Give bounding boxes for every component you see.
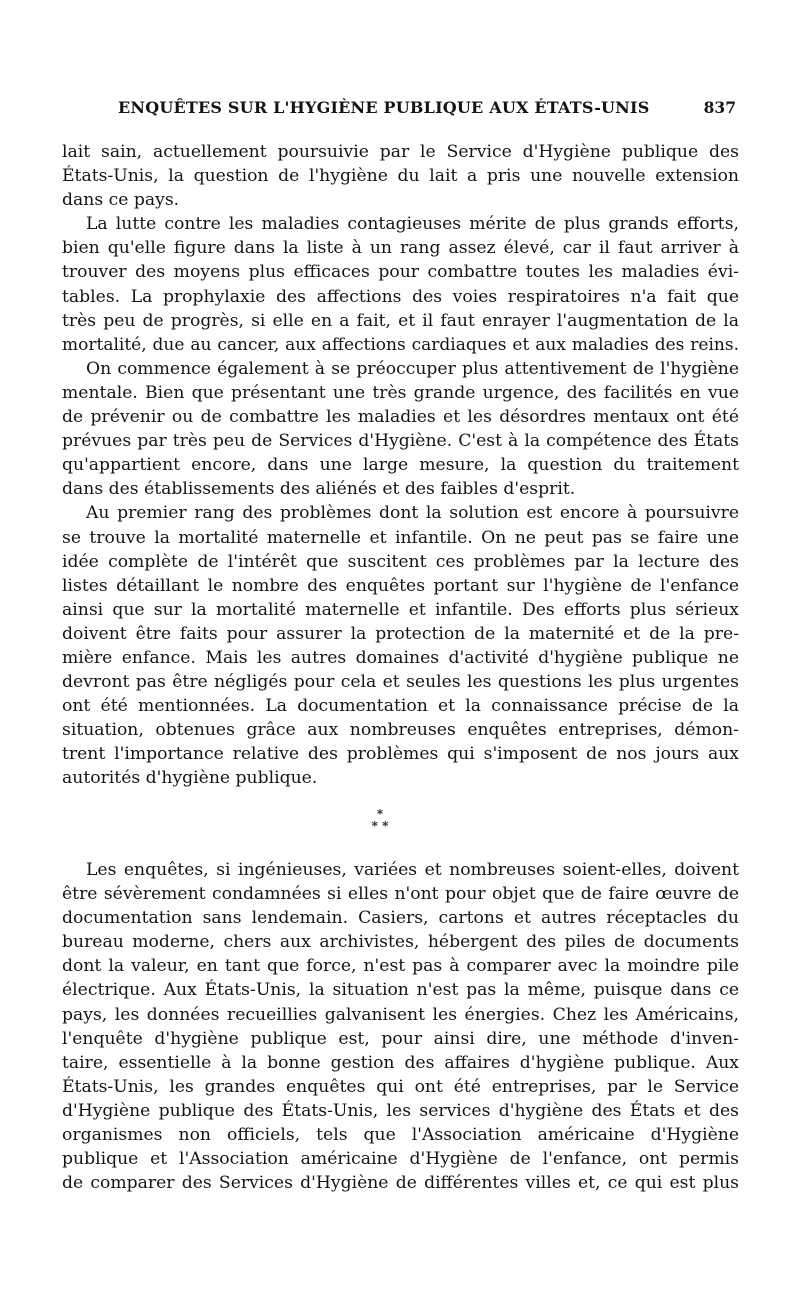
page-number: 837 [703, 98, 736, 117]
text-line: de comparer des Services d'Hygiène de différentes villes et, ce qui est plus [62, 1173, 739, 1194]
asterism-top: * [376, 807, 384, 821]
text-line: mentale. Bien que présentant une très grande urgence, des facilités en vue [62, 382, 739, 403]
text-line: Les enquêtes, si ingénieuses, variées et nombreuses soient-elles, doivent [86, 860, 739, 880]
section-asterism [360, 808, 400, 832]
text-line: qu'appartient encore, dans une large mesure, la question du traitement [62, 455, 739, 476]
text-line: mortalité, due au cancer, aux affections cardiaques et aux maladies des reins. [62, 334, 739, 355]
text-line: doivent être faits pour assurer la protection de la maternité et de la pre- [62, 623, 739, 644]
text-line: États-Unis, les grandes enquêtes qui ont été entreprises, par le Service [62, 1076, 739, 1097]
text-line: dans des établissements des aliénés et des faibles d'esprit. [62, 479, 576, 500]
text-line: États-Unis, la question de l'hygiène du lait a pris une nouvelle extension [62, 166, 739, 187]
page-header [118, 98, 736, 126]
text-line: être sévèrement condamnées si elles n'ont pour objet que de faire œuvre de [62, 884, 739, 905]
text-line: très peu de progrès, si elle en a fait, et il faut enrayer l'augmentation de la [62, 310, 739, 331]
text-line: bureau moderne, chers aux archivistes, hébergent des piles de documents [62, 932, 739, 953]
text-line: l'enquête d'hygiène publique est, pour ainsi dire, une méthode d'inven- [62, 1028, 739, 1049]
text-line: taire, essentielle à la bonne gestion des affaires d'hygiène publique. Aux [62, 1052, 739, 1073]
text-line: documentation sans lendemain. Casiers, cartons et autres réceptacles du [62, 908, 739, 929]
text-line: dans ce pays. [62, 190, 180, 211]
text-line: listes détaillant le nombre des enquêtes portant sur l'hygiène de l'enfance [62, 575, 739, 596]
body-text-part-1 [62, 140, 739, 791]
text-line: ont été mentionnées. La documentation et la connaissance précise de la [62, 696, 739, 717]
text-line: lait sain, actuellement poursuivie par le Service d'Hygiène publique des [62, 142, 739, 162]
text-line: trouver des moyens plus efficaces pour combattre toutes les maladies évi- [62, 262, 739, 283]
text-line: On commence également à se préoccuper plus attentivement de l'hygiène [86, 358, 739, 379]
text-line: pays, les données recueillies galvanisent les énergies. Chez les Américains, [62, 1004, 739, 1025]
text-line: autorités d'hygiène publique. [62, 768, 318, 789]
text-line: mière enfance. Mais les autres domaines d'activité d'hygiène publique ne [62, 647, 739, 668]
text-line: organismes non officiels, tels que l'Association américaine d'Hygiène [62, 1125, 739, 1146]
text-line: ainsi que sur la mortalité maternelle et infantile. Des efforts plus sérieux [62, 599, 739, 620]
asterism-bottom: * * [371, 819, 389, 833]
running-title: ENQUÊTES SUR L'HYGIÈNE PUBLIQUE AUX ÉTATS-UNIS [118, 98, 650, 117]
text-line: électrique. Aux États-Unis, la situation n'est pas la même, puisque dans ce [62, 980, 739, 1001]
text-line: trent l'importance relative des problèmes qui s'imposent de nos jours aux [62, 744, 739, 765]
text-line: situation, obtenues grâce aux nombreuses enquêtes entreprises, démon- [62, 720, 739, 741]
text-line: se trouve la mortalité maternelle et infantile. On ne peut pas se faire une [62, 527, 739, 548]
text-line: Au premier rang des problèmes dont la solution est encore à poursuivre [86, 503, 739, 524]
text-line: publique et l'Association américaine d'Hygiène de l'enfance, ont permis [62, 1149, 739, 1170]
body-text-part-2 [62, 858, 739, 1195]
text-line: de prévenir ou de combattre les maladies et les désordres mentaux ont été [62, 407, 739, 428]
text-line: prévues par très peu de Services d'Hygiène. C'est à la compétence des États [62, 431, 739, 452]
text-line: dont la valeur, en tant que force, n'est pas à comparer avec la moindre pile [62, 956, 739, 977]
text-line: bien qu'elle figure dans la liste à un rang assez élevé, car il faut arriver à [62, 238, 739, 259]
text-line: d'Hygiène publique des États-Unis, les services d'hygiène des États et des [62, 1100, 739, 1121]
text-line: devront pas être négligés pour cela et seules les questions les plus urgentes [62, 672, 739, 693]
text-line: tables. La prophylaxie des affections des voies respiratoires n'a fait que [62, 286, 739, 307]
text-line: La lutte contre les maladies contagieuses mérite de plus grands efforts, [86, 214, 739, 235]
text-line: idée complète de l'intérêt que suscitent ces problèmes par la lecture des [62, 551, 739, 572]
